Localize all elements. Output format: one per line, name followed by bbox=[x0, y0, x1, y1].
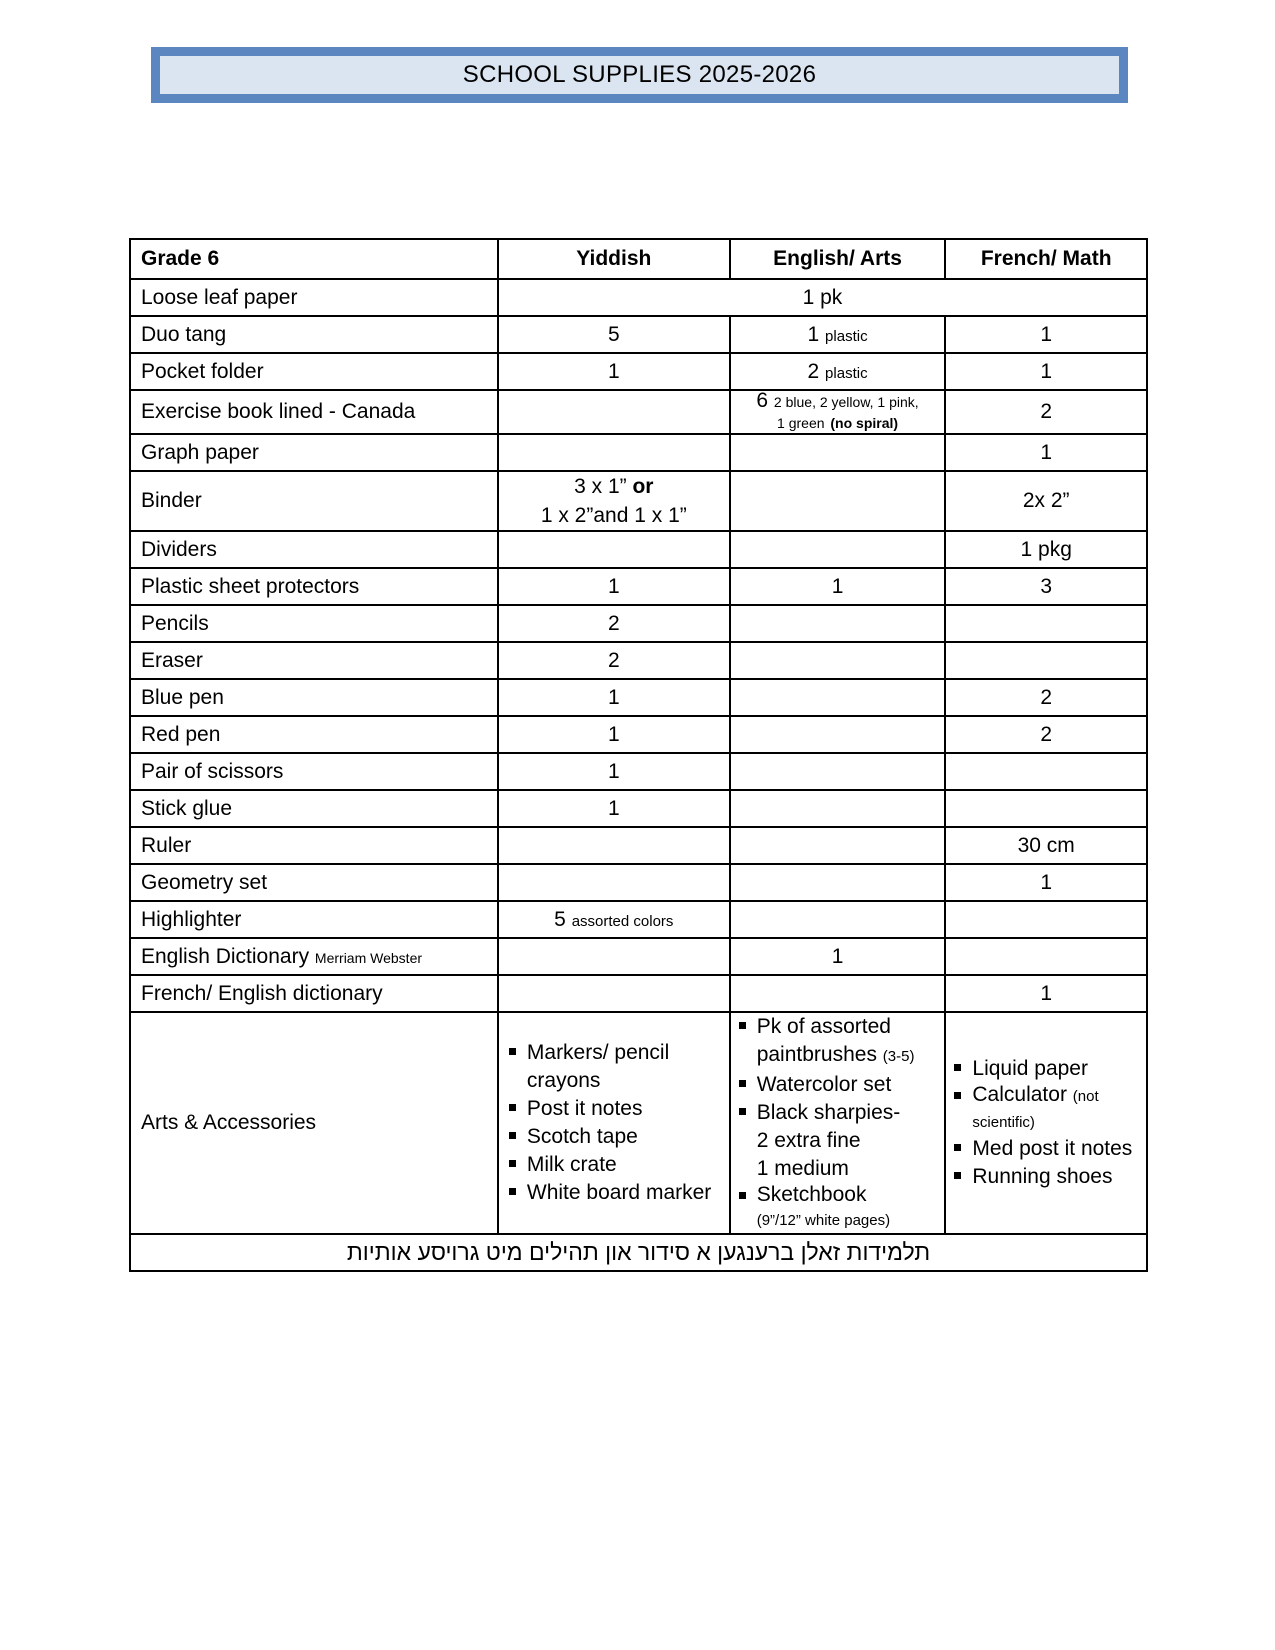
list-item: Liquid paper bbox=[952, 1055, 1140, 1083]
table-row bbox=[130, 753, 1147, 790]
table-row bbox=[130, 938, 1147, 975]
table-row bbox=[130, 827, 1147, 864]
list-item: Running shoes bbox=[952, 1163, 1140, 1191]
english-qty bbox=[730, 679, 946, 716]
yiddish-qty bbox=[498, 434, 730, 471]
english-qty bbox=[730, 471, 946, 531]
english-qty bbox=[730, 605, 946, 642]
qty-note: plastic bbox=[825, 364, 868, 382]
french-qty: 1 bbox=[945, 353, 1147, 390]
qty-line: 1 x 2”and 1 x 1” bbox=[540, 504, 687, 527]
yiddish-qty bbox=[498, 975, 730, 1012]
english-qty: 1 bbox=[730, 568, 946, 605]
french-qty: 1 bbox=[945, 864, 1147, 901]
english-qty bbox=[730, 753, 946, 790]
qty-number: 5 bbox=[554, 907, 566, 931]
table-row bbox=[130, 642, 1147, 679]
table-row bbox=[130, 434, 1147, 471]
list-item: Post it notes bbox=[507, 1095, 721, 1123]
yiddish-qty bbox=[498, 531, 730, 568]
french-qty bbox=[945, 605, 1147, 642]
table-row bbox=[130, 605, 1147, 642]
table-row bbox=[130, 316, 1147, 353]
item-label: Blue pen bbox=[130, 679, 498, 716]
yiddish-qty bbox=[498, 471, 730, 531]
list-item-text: Calculator bbox=[972, 1083, 1067, 1106]
table-row bbox=[130, 716, 1147, 753]
list-item: Watercolor set bbox=[737, 1071, 939, 1099]
item-label bbox=[130, 938, 498, 975]
footer-note: תלמידות זאלן ברענגען א סידור און תהילים מיט גרויסע אותיות bbox=[130, 1234, 1147, 1271]
list-item-text: Sketchbook bbox=[756, 1183, 867, 1206]
english-qty: 1 bbox=[730, 938, 946, 975]
french-qty bbox=[945, 753, 1147, 790]
list-item: Med post it notes bbox=[952, 1135, 1140, 1163]
header-french-math: French/ Math bbox=[945, 239, 1147, 279]
qty-number: 6 bbox=[756, 390, 769, 412]
yiddish-qty: 1 bbox=[498, 790, 730, 827]
item-label: Ruler bbox=[130, 827, 498, 864]
yiddish-qty: 1 bbox=[498, 568, 730, 605]
qty-number: 1 bbox=[807, 322, 820, 346]
yiddish-qty bbox=[498, 864, 730, 901]
english-qty bbox=[730, 642, 946, 679]
yiddish-qty: 1 bbox=[498, 716, 730, 753]
table-row bbox=[130, 790, 1147, 827]
yiddish-qty bbox=[498, 390, 730, 434]
qty-note: assorted colors bbox=[571, 912, 674, 930]
table-row bbox=[130, 679, 1147, 716]
table-row bbox=[130, 864, 1147, 901]
item-label: Arts & Accessories bbox=[130, 1012, 498, 1234]
list-item: Scotch tape bbox=[507, 1123, 721, 1151]
english-arts-list bbox=[730, 1012, 946, 1234]
french-qty bbox=[945, 790, 1147, 827]
list-item-sub: 1 medium bbox=[756, 1157, 849, 1180]
qty-note: plastic bbox=[825, 327, 868, 345]
header-yiddish: Yiddish bbox=[498, 239, 730, 279]
table-row bbox=[130, 471, 1147, 531]
english-qty bbox=[730, 975, 946, 1012]
item-label: Loose leaf paper bbox=[130, 279, 498, 316]
french-qty: 3 bbox=[945, 568, 1147, 605]
list-item bbox=[952, 1083, 1140, 1135]
qty-or: or bbox=[632, 475, 654, 498]
list-item: Milk crate bbox=[507, 1151, 721, 1179]
title-banner bbox=[151, 47, 1128, 103]
list-item-note: (3-5) bbox=[882, 1048, 915, 1065]
french-qty: 2x 2” bbox=[945, 471, 1147, 531]
table-row bbox=[130, 279, 1147, 316]
table-row bbox=[130, 353, 1147, 390]
english-qty bbox=[730, 353, 946, 390]
french-qty bbox=[945, 901, 1147, 938]
list-item-sub: 2 extra fine bbox=[756, 1129, 861, 1152]
english-qty bbox=[730, 531, 946, 568]
french-qty bbox=[945, 938, 1147, 975]
footer-row bbox=[130, 1234, 1147, 1271]
english-qty bbox=[730, 790, 946, 827]
french-qty: 2 bbox=[945, 679, 1147, 716]
list-item bbox=[737, 1013, 939, 1071]
item-label: Duo tang bbox=[130, 316, 498, 353]
list-item-text: Black sharpies- bbox=[756, 1101, 901, 1124]
yiddish-qty bbox=[498, 901, 730, 938]
english-qty bbox=[730, 434, 946, 471]
all-subjects-qty: 1 pk bbox=[498, 279, 1147, 316]
header-grade: Grade 6 bbox=[130, 239, 498, 279]
english-qty bbox=[730, 390, 946, 434]
english-qty bbox=[730, 901, 946, 938]
french-qty: 1 bbox=[945, 434, 1147, 471]
item-label: Graph paper bbox=[130, 434, 498, 471]
english-qty bbox=[730, 864, 946, 901]
list-item-note: (9”/12” white pages) bbox=[756, 1212, 891, 1229]
supplies-table bbox=[129, 238, 1148, 1272]
item-label: Geometry set bbox=[130, 864, 498, 901]
item-label: Dividers bbox=[130, 531, 498, 568]
item-label: Eraser bbox=[130, 642, 498, 679]
list-item bbox=[737, 1099, 939, 1183]
yiddish-qty bbox=[498, 827, 730, 864]
item-label: Red pen bbox=[130, 716, 498, 753]
french-qty: 1 bbox=[945, 975, 1147, 1012]
list-item-note: (not scientific) bbox=[972, 1088, 1099, 1131]
arts-row bbox=[130, 1012, 1147, 1234]
english-qty bbox=[730, 316, 946, 353]
english-qty bbox=[730, 827, 946, 864]
english-qty bbox=[730, 716, 946, 753]
qty-note-bold: (no spiral) bbox=[830, 415, 899, 431]
item-label: Pencils bbox=[130, 605, 498, 642]
item-label-note: Merriam Webster bbox=[314, 949, 423, 966]
item-label: French/ English dictionary bbox=[130, 975, 498, 1012]
yiddish-qty: 1 bbox=[498, 353, 730, 390]
french-qty: 30 cm bbox=[945, 827, 1147, 864]
list-item-text: Pk of assorted paintbrushes bbox=[756, 1015, 891, 1066]
header-row bbox=[130, 239, 1147, 279]
item-label: Binder bbox=[130, 471, 498, 531]
yiddish-qty: 1 bbox=[498, 679, 730, 716]
yiddish-arts-list bbox=[498, 1012, 730, 1234]
qty-number: 2 bbox=[807, 359, 820, 383]
qty-note: 1 green bbox=[777, 415, 825, 431]
item-label: Highlighter bbox=[130, 901, 498, 938]
yiddish-qty: 2 bbox=[498, 605, 730, 642]
qty-line: 3 x 1” bbox=[574, 475, 627, 498]
french-qty: 1 pkg bbox=[945, 531, 1147, 568]
table-row bbox=[130, 390, 1147, 434]
page-title: SCHOOL SUPPLIES 2025-2026 bbox=[160, 56, 1119, 94]
french-qty: 2 bbox=[945, 716, 1147, 753]
item-label: Stick glue bbox=[130, 790, 498, 827]
item-label: Plastic sheet protectors bbox=[130, 568, 498, 605]
header-english-arts: English/ Arts bbox=[730, 239, 946, 279]
item-label: Exercise book lined - Canada bbox=[130, 390, 498, 434]
yiddish-qty: 2 bbox=[498, 642, 730, 679]
french-qty: 2 bbox=[945, 390, 1147, 434]
item-label: Pocket folder bbox=[130, 353, 498, 390]
item-label-text: English Dictionary bbox=[141, 944, 310, 968]
list-item: Markers/ pencil crayons bbox=[507, 1039, 721, 1095]
yiddish-qty: 5 bbox=[498, 316, 730, 353]
yiddish-qty: 1 bbox=[498, 753, 730, 790]
table-row bbox=[130, 975, 1147, 1012]
qty-note: 2 blue, 2 yellow, 1 pink, bbox=[773, 394, 919, 410]
french-arts-list bbox=[945, 1012, 1147, 1234]
item-label: Pair of scissors bbox=[130, 753, 498, 790]
table-row bbox=[130, 568, 1147, 605]
table-row bbox=[130, 901, 1147, 938]
french-qty bbox=[945, 642, 1147, 679]
list-item: White board marker bbox=[507, 1179, 721, 1207]
french-qty: 1 bbox=[945, 316, 1147, 353]
yiddish-qty bbox=[498, 938, 730, 975]
table-row bbox=[130, 531, 1147, 568]
list-item bbox=[737, 1183, 939, 1233]
